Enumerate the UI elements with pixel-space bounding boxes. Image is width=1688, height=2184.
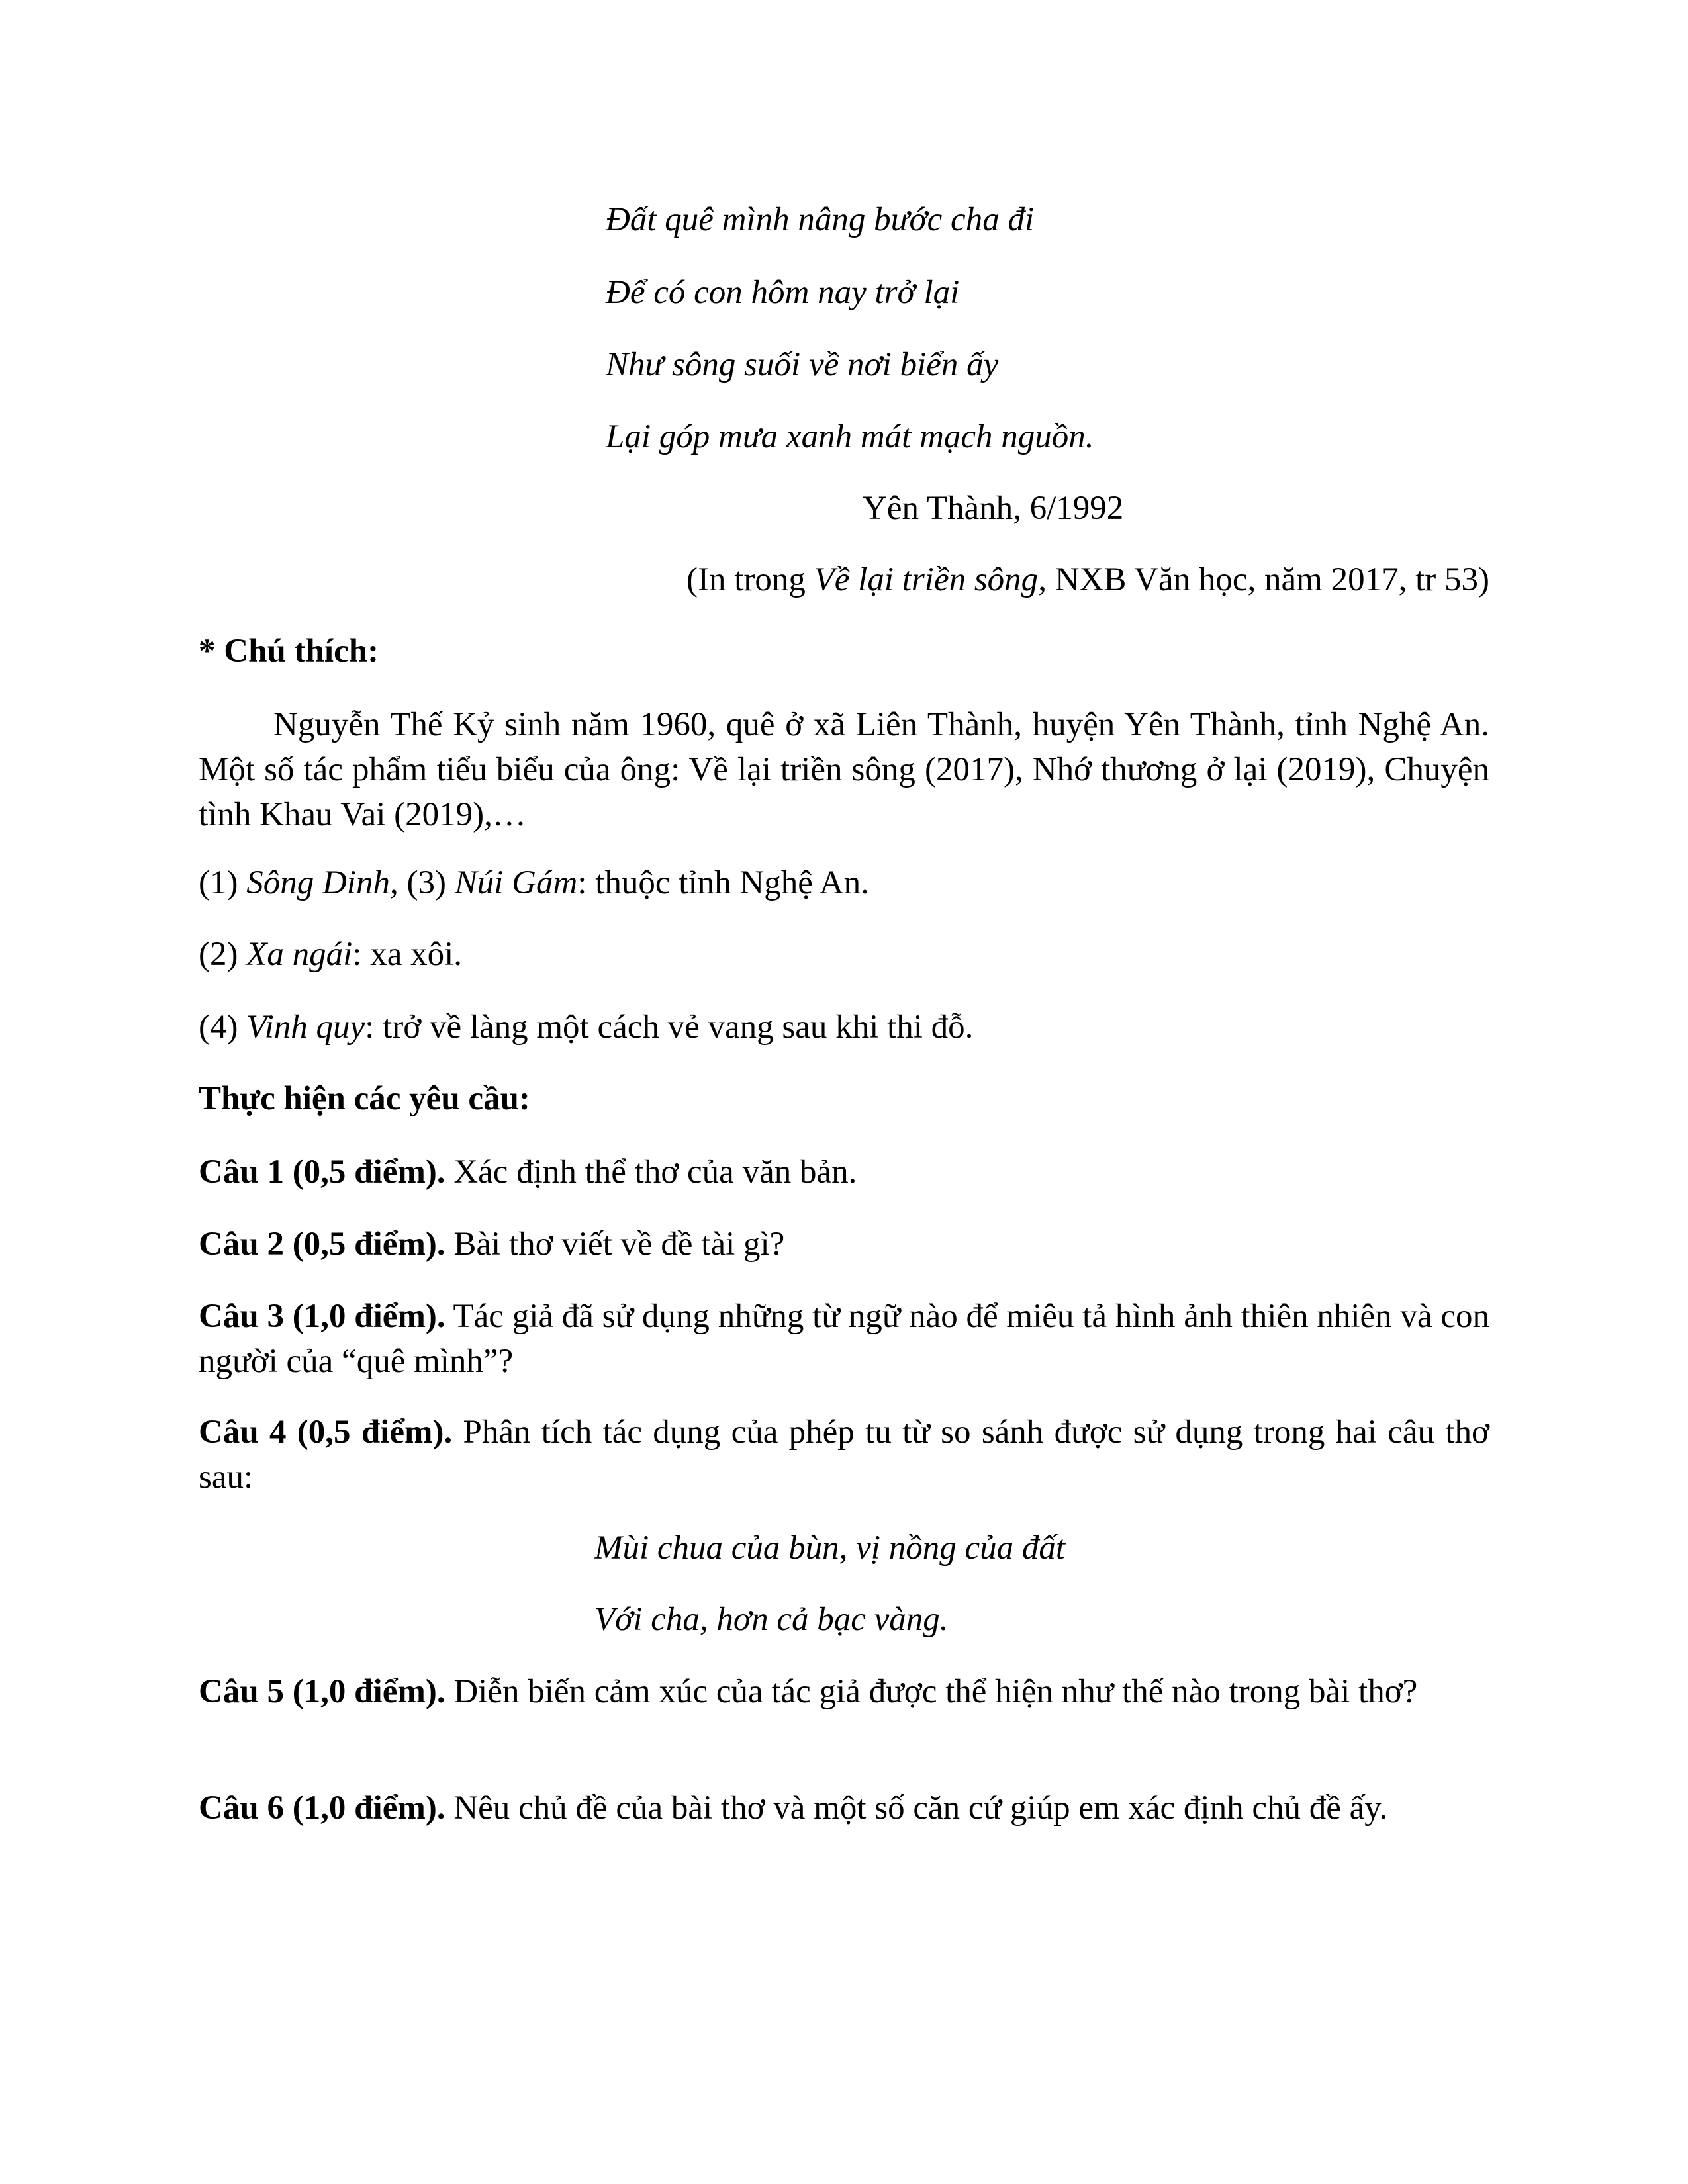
question-3: Câu 3 (1,0 điểm). Tác giả đã sử dụng những từ ngữ nào để miêu tả hình ảnh thiên nhiên và con người của “quê mình”? bbox=[199, 1298, 1489, 1380]
note-term: Núi Gám bbox=[454, 864, 578, 901]
poem-source bbox=[686, 557, 1489, 602]
notes-heading: * Chú thích: bbox=[199, 633, 379, 670]
quoted-verse-line: Mùi chua của bùn, vị nồng của đất bbox=[594, 1529, 1066, 1567]
question-label: Câu 1 (0,5 điểm). bbox=[199, 1154, 445, 1191]
source-suffix: , NXB Văn học, năm 2017, tr 53) bbox=[1038, 561, 1489, 598]
question-label: Câu 5 (1,0 điểm). bbox=[199, 1673, 445, 1710]
question-1: Câu 1 (0,5 điểm). Xác định thể thơ của văn bản. bbox=[199, 1154, 857, 1191]
note-term: Vinh quy bbox=[246, 1009, 365, 1046]
source-book-title: Về lại triền sông bbox=[814, 561, 1039, 598]
question-6: Câu 6 (1,0 điểm). Nêu chủ đề của bài thơ và một số căn cứ giúp em xác định chủ đề ấy. bbox=[199, 1790, 1388, 1827]
source-prefix: (In trong bbox=[686, 561, 814, 598]
note-4: (4) Vinh quy: trở về làng một cách vẻ vang sau khi thi đỗ. bbox=[199, 1009, 974, 1046]
note-2: (2) Xa ngái: xa xôi. bbox=[199, 936, 463, 973]
poem-line: Như sông suối về nơi biển ấy bbox=[606, 346, 999, 383]
question-4: Câu 4 (0,5 điểm). Phân tích tác dụng của phép tu từ so sánh được sử dụng trong hai câu thơ sau: bbox=[199, 1414, 1489, 1496]
note-1-3: (1) Sông Dinh, (3) Núi Gám: thuộc tỉnh Nghệ An. bbox=[199, 864, 869, 901]
poem-line: Để có con hôm nay trở lại bbox=[606, 274, 960, 311]
quoted-verse-line: Với cha, hơn cả bạc vàng. bbox=[594, 1601, 949, 1638]
poem-line: Lại góp mưa xanh mát mạch nguồn. bbox=[606, 418, 1094, 455]
question-label: Câu 4 (0,5 điểm). bbox=[199, 1414, 453, 1451]
author-bio: Nguyễn Thế Kỷ sinh năm 1960, quê ở xã Liên Thành, huyện Yên Thành, tỉnh Nghệ An. Một số tác phẩm tiểu biểu của ông: Về lại triền sông (2017), Nhớ thương ở lại (2019), Chuyện tình Khau Vai (2019),… bbox=[199, 706, 1489, 833]
question-label: Câu 3 (1,0 điểm). bbox=[199, 1298, 445, 1335]
poem-line: Đất quê mình nâng bước cha đi bbox=[606, 201, 1035, 238]
note-term: Sông Dinh bbox=[246, 864, 390, 901]
question-5: Câu 5 (1,0 điểm). Diễn biến cảm xúc của tác giả được thể hiện như thế nào trong bài thơ? bbox=[199, 1673, 1418, 1710]
question-label: Câu 6 (1,0 điểm). bbox=[199, 1790, 445, 1827]
question-2: Câu 2 (0,5 điểm). Bài thơ viết về đề tài gì? bbox=[199, 1226, 785, 1263]
note-term: Xa ngái bbox=[246, 936, 353, 973]
poem-date-place: Yên Thành, 6/1992 bbox=[863, 490, 1124, 527]
question-label: Câu 2 (0,5 điểm). bbox=[199, 1226, 445, 1263]
tasks-heading: Thực hiện các yêu cầu: bbox=[199, 1080, 530, 1117]
